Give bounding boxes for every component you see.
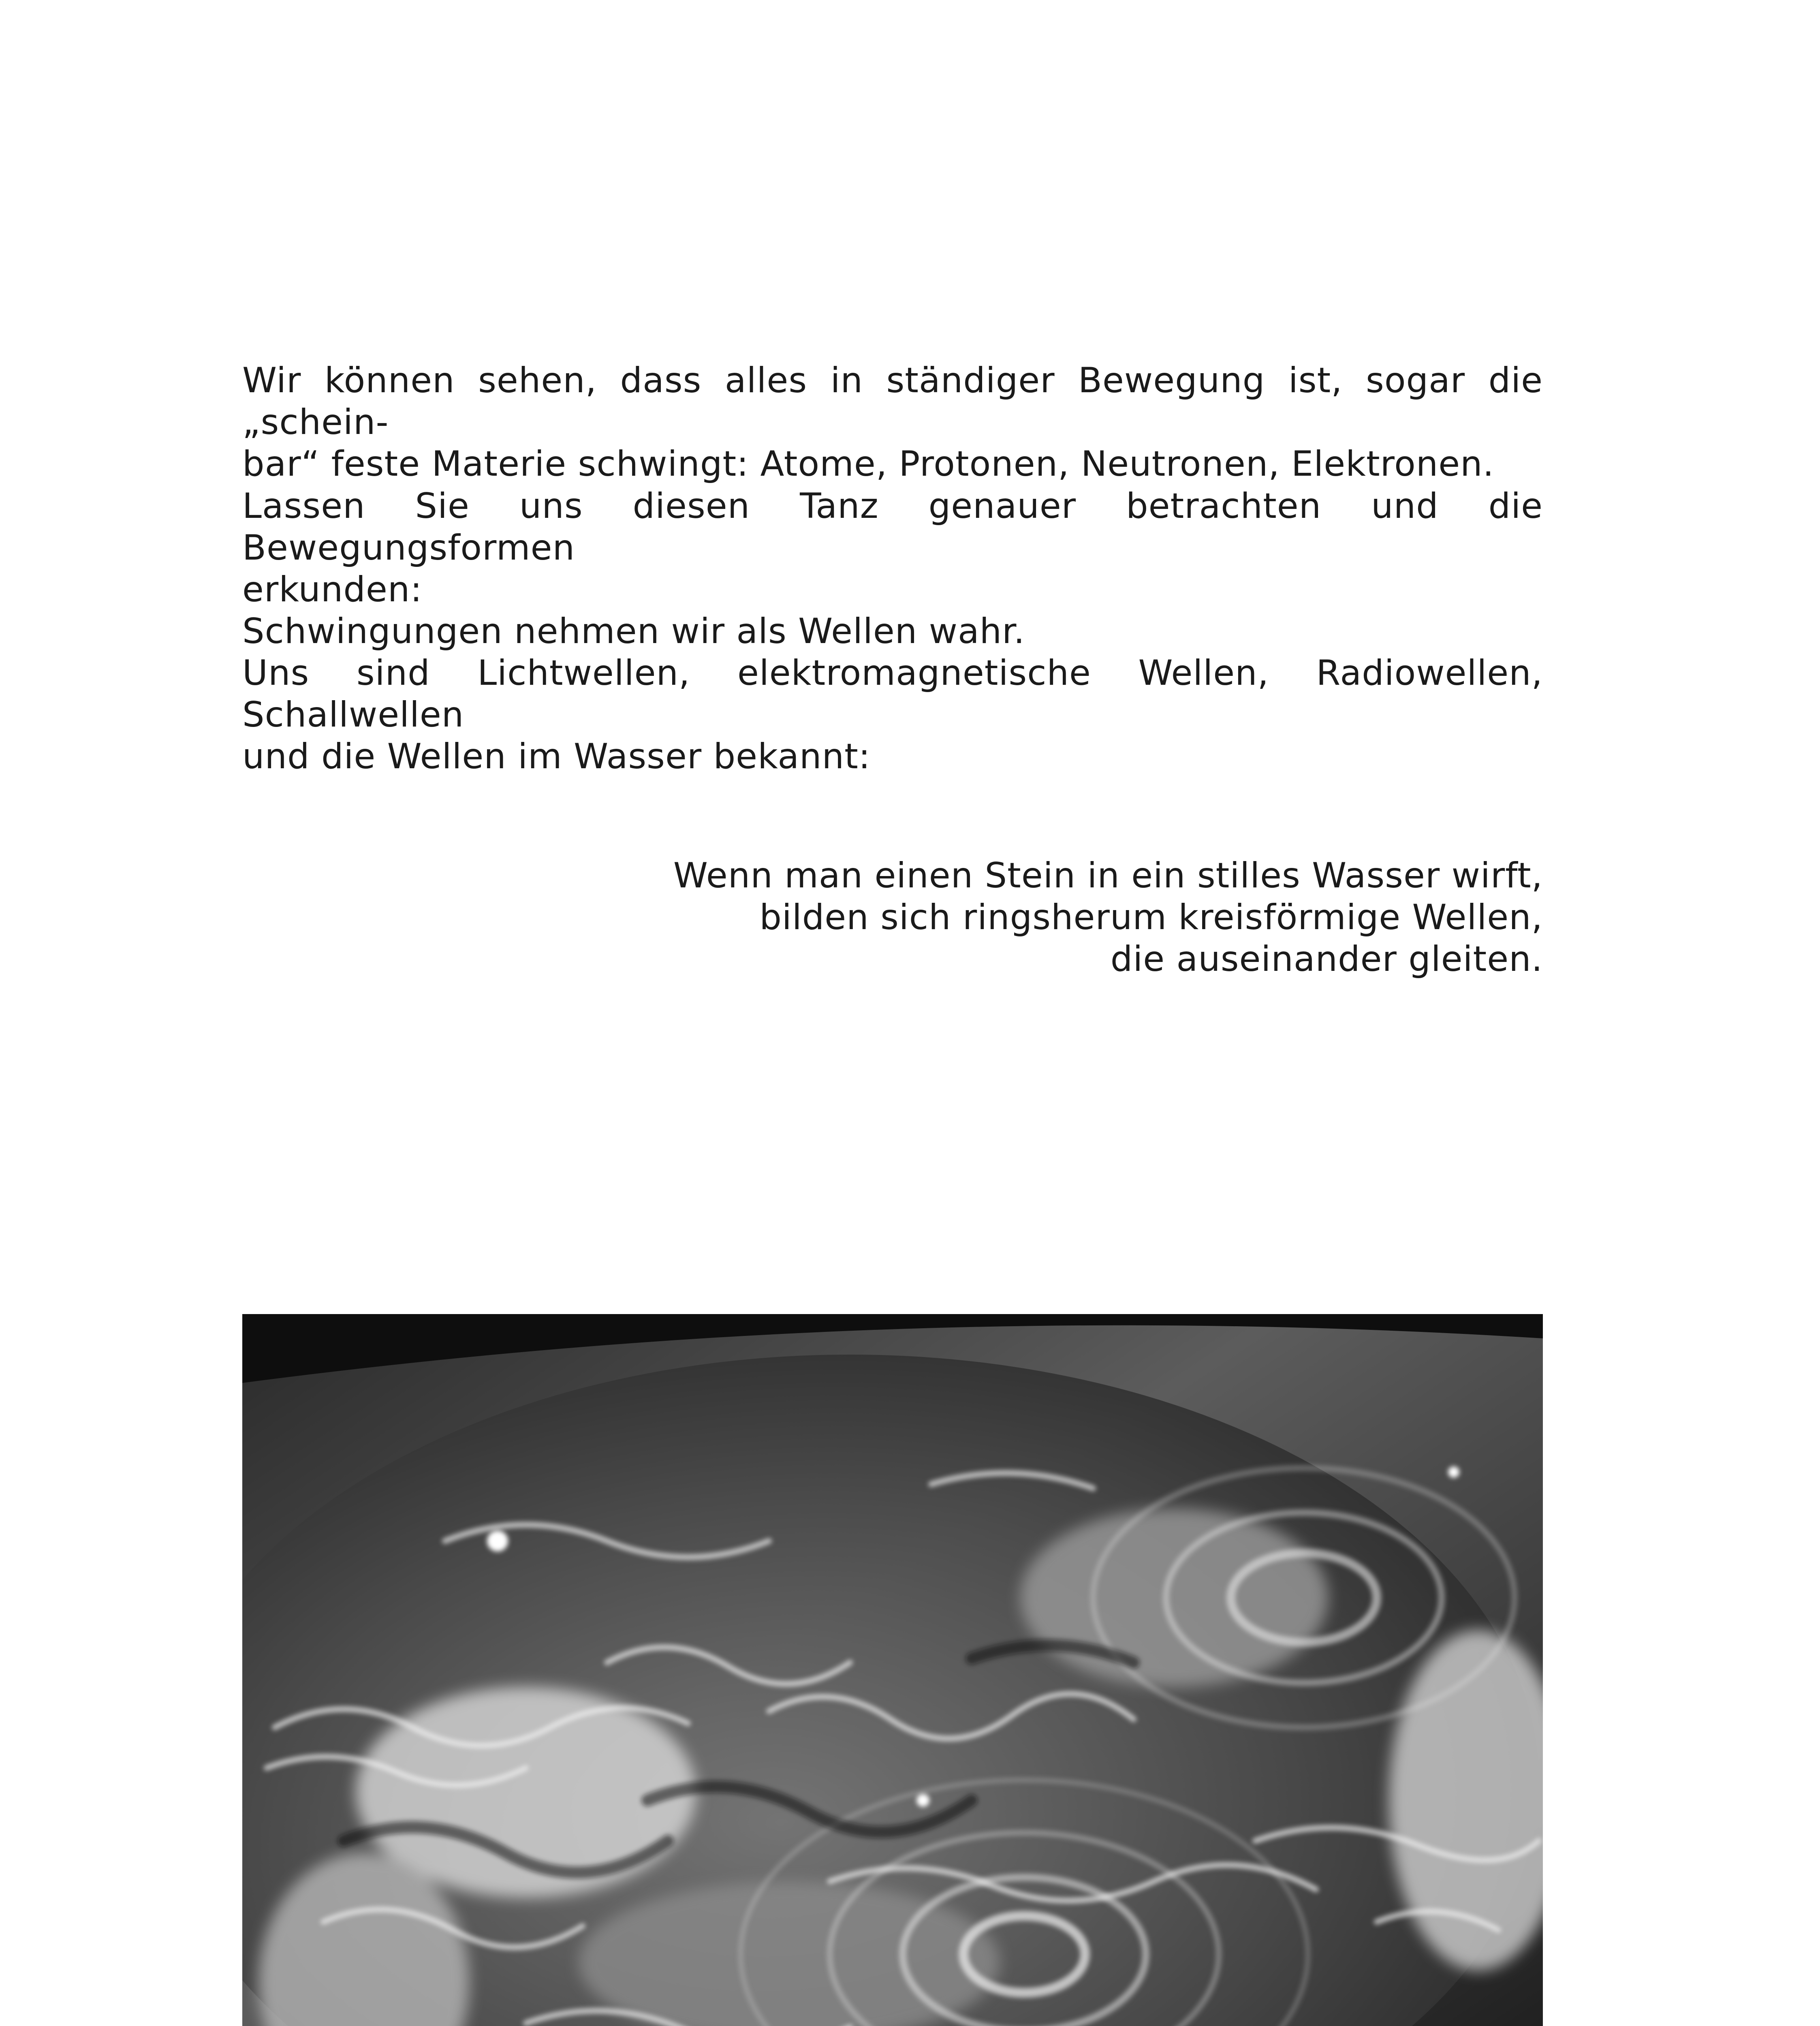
paragraph-2-line-3: Schwingungen nehmen wir als Wellen wahr. [242,611,1025,652]
water-ripples-icon [242,1314,1543,2026]
paragraph-1 [242,360,1543,485]
poem-line-1: Wenn man einen Stein in ein stilles Wasser wirft, [673,855,1543,896]
paragraph-3-line-2: und die Wellen im Wasser bekannt: [242,736,871,777]
paragraph-2-line-1: Lassen Sie uns diesen Tanz genauer betrachten und die Bewegungsformen [242,486,1543,568]
poem-quote [570,855,1543,980]
poem-line-3: die auseinander gleiten. [1110,939,1543,979]
water-ripples-photo [242,1314,1543,2026]
paragraph-1-line-1: Wir können sehen, dass alles in ständiger Bewegung ist, sogar die „schein- [242,360,1543,442]
paragraph-2-line-2: erkunden: [242,569,423,610]
poem-line-2: bilden sich ringsherum kreisförmige Wellen, [759,897,1543,938]
paragraph-3 [242,652,1543,778]
paragraph-3-line-1: Uns sind Lichtwellen, elektromagnetische Wellen, Radiowellen, Schallwellen [242,653,1543,735]
paragraph-2 [242,485,1543,652]
paragraph-1-line-2: bar“ feste Materie schwingt: Atome, Protonen, Neutronen, Elektronen. [242,444,1495,484]
